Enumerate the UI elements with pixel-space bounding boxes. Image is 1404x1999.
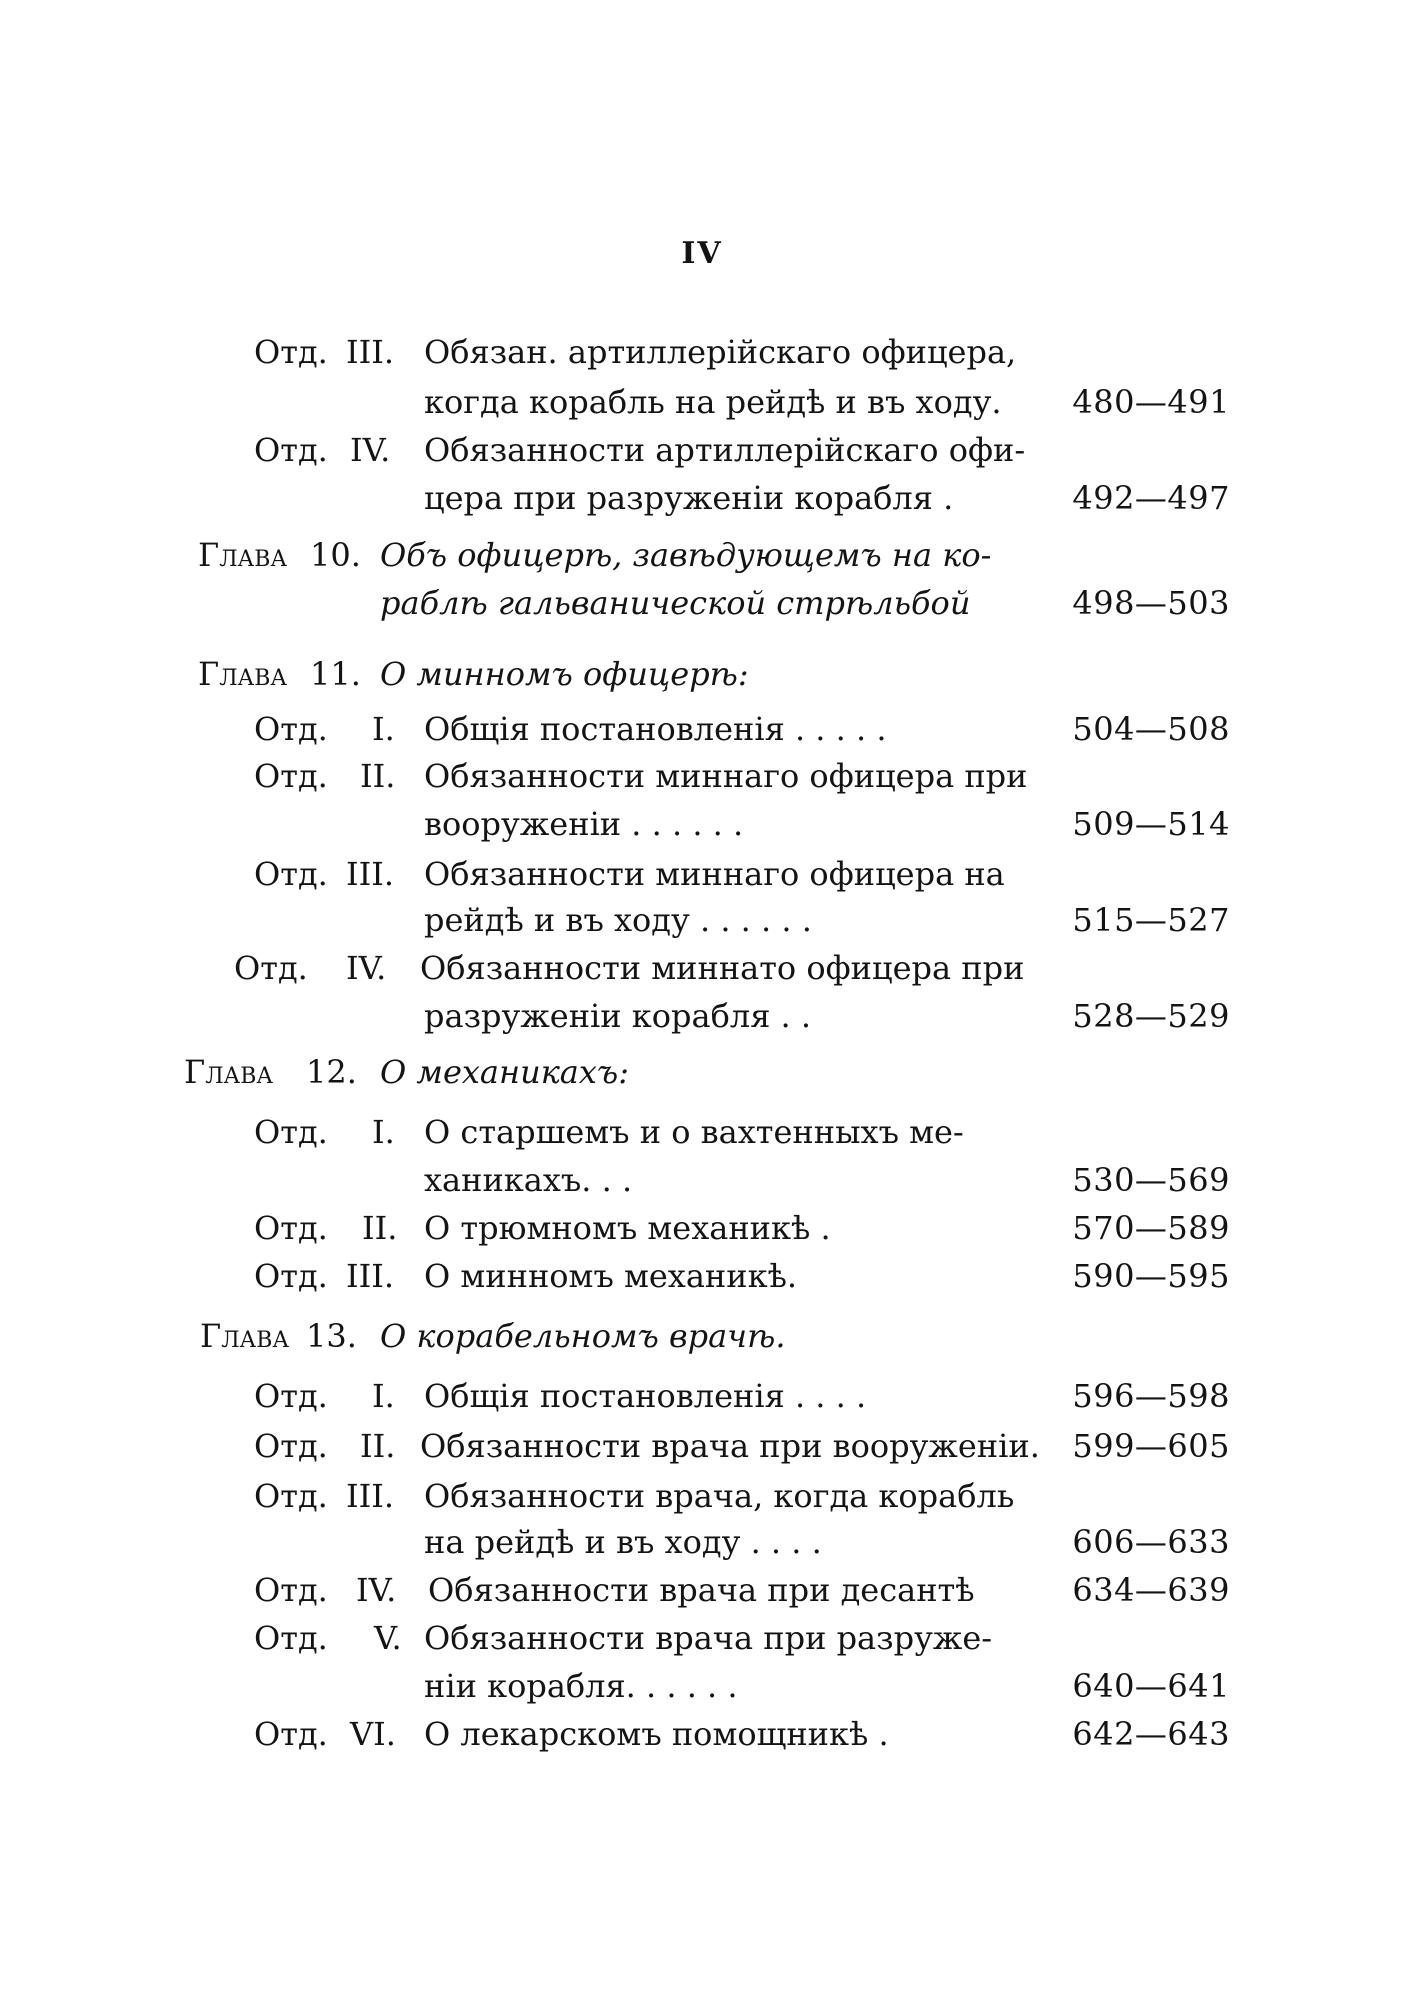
entry-text: О трюмномъ механикѣ . — [424, 1209, 831, 1247]
entry-text: Обязан. артиллерійскаго офицера, — [424, 333, 1017, 371]
entry-text: цера при разруженіи корабля . — [424, 479, 954, 517]
toc-entry-line — [0, 1424, 1404, 1468]
section-label: Отд. — [254, 1571, 328, 1609]
section-number: V. — [374, 1619, 402, 1657]
page-range: 570—589 — [1072, 1209, 1230, 1247]
section-number: I. — [372, 1113, 395, 1151]
entry-text: Обязанности врача при вооруженіи. — [420, 1427, 1040, 1465]
toc-entry-line — [0, 1474, 1404, 1518]
toc-entry-line — [0, 380, 1404, 424]
section-label: Отд. — [254, 1113, 328, 1151]
section-label: Отд. — [254, 333, 328, 371]
page-range: 599—605 — [1072, 1427, 1230, 1465]
toc-entry-line — [0, 330, 1404, 374]
page-range: 642—643 — [1072, 1715, 1230, 1753]
chapter-label: Глава — [198, 655, 288, 693]
chapter-title: О механикахъ: — [380, 1053, 630, 1091]
section-number: IV. — [346, 949, 387, 987]
section-number: I. — [372, 710, 395, 748]
toc-entry-line — [0, 476, 1404, 520]
page-range: 640—641 — [1072, 1667, 1230, 1705]
section-label: Отд. — [254, 1715, 328, 1753]
chapter-label: Глава — [200, 1317, 290, 1355]
entry-text: Обязанности артиллерійскаго офи- — [424, 431, 1026, 469]
section-number: II. — [362, 1209, 398, 1247]
toc-entry-line — [0, 1110, 1404, 1154]
section-label: Отд. — [254, 757, 328, 795]
section-label: Отд. — [254, 855, 328, 893]
section-number: III. — [346, 855, 395, 893]
entry-text: рейдѣ и въ ходу . . . . . . — [424, 901, 812, 939]
section-number: IV. — [356, 1571, 397, 1609]
section-label: Отд. — [254, 1427, 328, 1465]
page-range: 634—639 — [1072, 1571, 1230, 1609]
page-range: 515—527 — [1072, 901, 1230, 939]
page-number: IV — [681, 236, 723, 271]
entry-text: ханикахъ. . . — [424, 1161, 633, 1199]
toc-entry-line — [0, 754, 1404, 798]
entry-text: Обязанности врача при десантѣ — [428, 1571, 975, 1609]
entry-text: на рейдѣ и въ ходу . . . . — [424, 1523, 822, 1561]
section-number: III. — [346, 1257, 395, 1295]
toc-entry-line — [0, 802, 1404, 846]
toc-entry-line — [0, 1712, 1404, 1756]
toc-entry-line — [0, 898, 1404, 942]
entry-text: О минномъ механикѣ. — [424, 1257, 798, 1295]
page-range: 509—514 — [1072, 805, 1230, 843]
toc-entry-line — [0, 1568, 1404, 1612]
chapter-label: Глава — [184, 1053, 274, 1091]
section-number: II. — [360, 757, 396, 795]
page-range: 606—633 — [1072, 1523, 1230, 1561]
section-number: II. — [360, 1427, 396, 1465]
toc-entry-line — [0, 1616, 1404, 1660]
toc-entry-line — [0, 946, 1404, 990]
chapter-heading — [0, 533, 1404, 577]
page-range: 590—595 — [1072, 1257, 1230, 1295]
toc-entry-line — [0, 994, 1404, 1038]
section-number: VI. — [350, 1715, 396, 1753]
chapter-number: 13. — [306, 1317, 357, 1355]
chapter-label: Глава — [198, 536, 288, 574]
page-range: 492—497 — [1072, 479, 1230, 517]
section-label: Отд. — [254, 1477, 328, 1515]
entry-text: О старшемъ и о вахтенныхъ ме- — [424, 1113, 964, 1151]
page-range: 498—503 — [1072, 584, 1230, 622]
entry-text: Общія постановленія . . . . . — [424, 710, 887, 748]
section-label: Отд. — [254, 1377, 328, 1415]
chapter-heading — [0, 652, 1404, 696]
entry-text: вооруженіи . . . . . . — [424, 805, 744, 843]
entry-text: Обязанности врача при разруже- — [424, 1619, 993, 1657]
chapter-title: раблѣ гальванической стрѣльбой — [380, 584, 971, 622]
chapter-heading — [0, 581, 1404, 625]
chapter-heading — [0, 1050, 1404, 1094]
entry-text: разруженіи корабля . . — [424, 997, 812, 1035]
entry-text: когда корабль на рейдѣ и въ ходу. — [424, 383, 1002, 421]
section-label: Отд. — [234, 949, 308, 987]
chapter-title: О минномъ офицерѣ: — [380, 655, 749, 693]
toc-entry-line — [0, 1254, 1404, 1298]
section-label: Отд. — [254, 1257, 328, 1295]
section-number: IV. — [350, 431, 391, 469]
chapter-number: 10. — [310, 536, 361, 574]
page-range: 504—508 — [1072, 710, 1230, 748]
toc-entry-line — [0, 1158, 1404, 1202]
page-range: 530—569 — [1072, 1161, 1230, 1199]
toc-entry-line — [0, 1520, 1404, 1564]
toc-entry-line — [0, 1664, 1404, 1708]
chapter-number: 11. — [310, 655, 361, 693]
chapter-number: 12. — [306, 1053, 357, 1091]
section-number: III. — [346, 333, 395, 371]
toc-entry-line — [0, 707, 1404, 751]
entry-text: Обязанности миннаго офицера на — [424, 855, 1005, 893]
chapter-title: О корабельномъ врачѣ. — [380, 1317, 786, 1355]
entry-text: О лекарскомъ помощникѣ . — [424, 1715, 889, 1753]
chapter-heading — [0, 1314, 1404, 1358]
section-label: Отд. — [254, 431, 328, 469]
toc-entry-line — [0, 1374, 1404, 1418]
chapter-title: Объ офицерѣ, завѣдующемъ на ко- — [380, 536, 992, 574]
entry-text: ніи корабля. . . . . . — [424, 1667, 738, 1705]
page-range: 596—598 — [1072, 1377, 1230, 1415]
section-number: I. — [372, 1377, 395, 1415]
entry-text: Обязанности миннаго офицера при — [424, 757, 1028, 795]
toc-entry-line — [0, 1206, 1404, 1250]
page-range: 480—491 — [1072, 383, 1230, 421]
toc-entry-line — [0, 428, 1404, 472]
toc-entry-line — [0, 852, 1404, 896]
section-number: III. — [346, 1477, 395, 1515]
entry-text: Обязанности миннато офицера при — [420, 949, 1025, 987]
section-label: Отд. — [254, 1619, 328, 1657]
page-range: 528—529 — [1072, 997, 1230, 1035]
section-label: Отд. — [254, 710, 328, 748]
entry-text: Общія постановленія . . . . — [424, 1377, 867, 1415]
entry-text: Обязанности врача, когда корабль — [424, 1477, 1015, 1515]
section-label: Отд. — [254, 1209, 328, 1247]
